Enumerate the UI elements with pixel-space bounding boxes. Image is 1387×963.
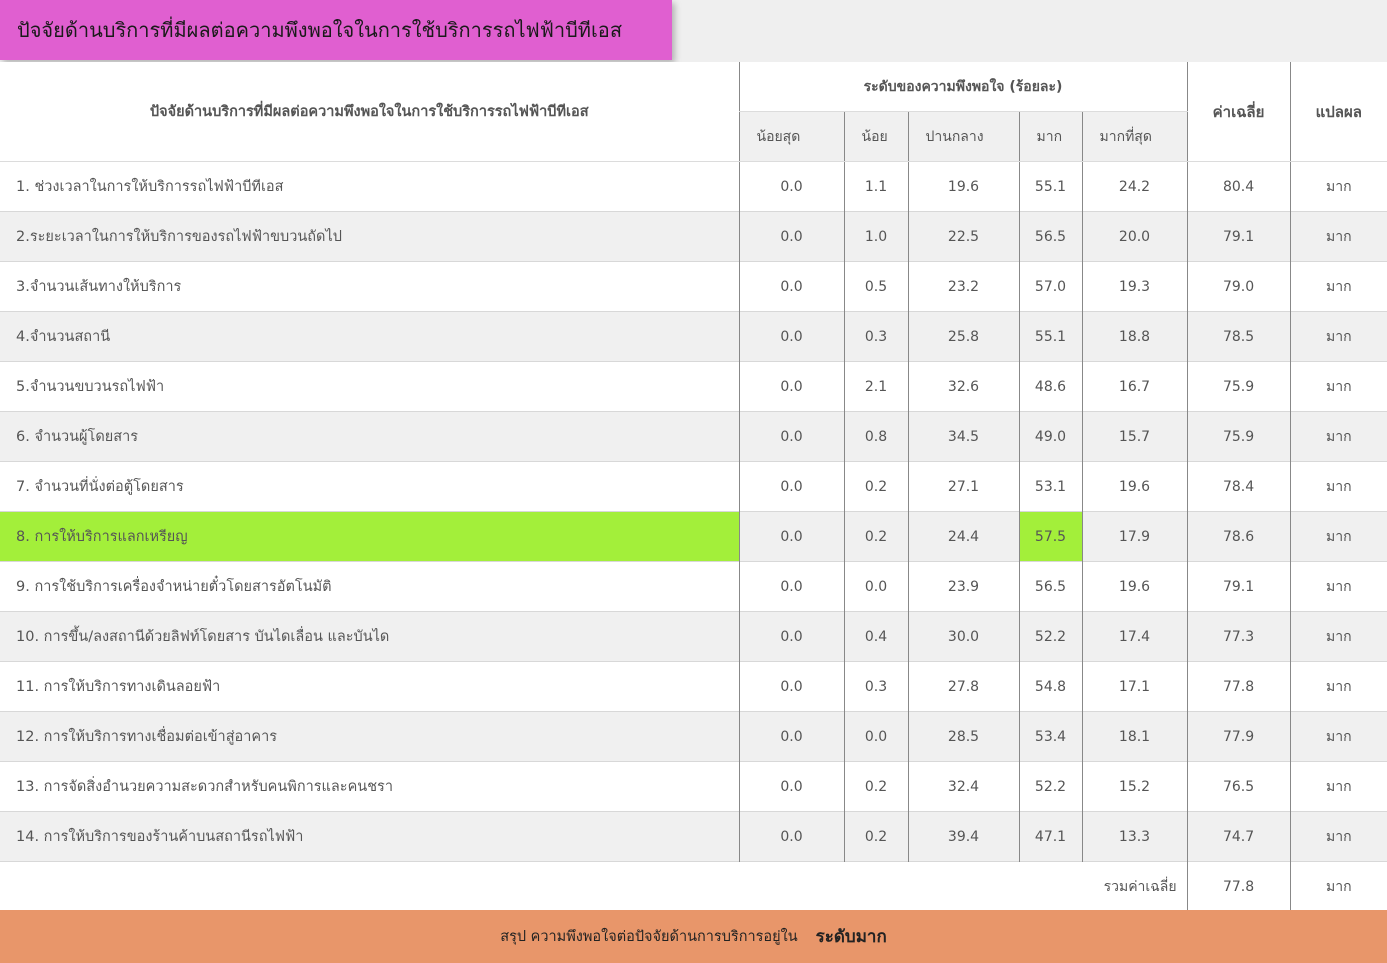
level-value-cell: 47.1	[1019, 812, 1082, 862]
level-value-cell: 23.2	[908, 262, 1019, 312]
level-value-cell: 57.0	[1019, 262, 1082, 312]
summary-level: ระดับมาก	[815, 927, 887, 947]
level-value-cell: 39.4	[908, 812, 1019, 862]
level-value-cell: 22.5	[908, 212, 1019, 262]
factor-cell: 5.จำนวนขบวนรถไฟฟ้า	[0, 362, 739, 412]
level-value-cell: 24.2	[1082, 162, 1187, 212]
average-cell: 78.4	[1187, 462, 1290, 512]
summary-bar	[0, 910, 1387, 963]
factor-cell: 13. การจัดสิ่งอำนวยความสะดวกสำหรับคนพิการและคนชรา	[0, 762, 739, 812]
level-value-cell: 0.0	[739, 662, 844, 712]
level-value-cell: 0.0	[844, 562, 908, 612]
level-value-cell: 55.1	[1019, 162, 1082, 212]
level-value-cell: 19.6	[908, 162, 1019, 212]
level-value-cell: 32.4	[908, 762, 1019, 812]
level-value-cell: 0.0	[739, 312, 844, 362]
average-cell: 77.9	[1187, 712, 1290, 762]
level-value-cell: 0.0	[739, 762, 844, 812]
result-column-header: แปลผล	[1290, 62, 1387, 162]
level-value-cell: 19.3	[1082, 262, 1187, 312]
level-value-cell: 53.4	[1019, 712, 1082, 762]
level-value-cell: 1.0	[844, 212, 908, 262]
level-value-cell: 32.6	[908, 362, 1019, 412]
level-value-cell: 0.0	[739, 462, 844, 512]
level-value-cell: 30.0	[908, 612, 1019, 662]
level-value-cell: 57.5	[1019, 512, 1082, 562]
average-cell: 76.5	[1187, 762, 1290, 812]
level-value-cell: 2.1	[844, 362, 908, 412]
average-cell: 78.6	[1187, 512, 1290, 562]
level-value-cell: 0.8	[844, 412, 908, 462]
level-value-cell: 0.0	[739, 612, 844, 662]
total-row	[0, 862, 1387, 912]
factor-cell: 11. การให้บริการทางเดินลอยฟ้า	[0, 662, 739, 712]
factor-cell: 9. การใช้บริการเครื่องจำหน่ายตั๋วโดยสารอัตโนมัติ	[0, 562, 739, 612]
result-cell: มาก	[1290, 512, 1387, 562]
table-row	[0, 712, 1387, 762]
factor-cell: 14. การให้บริการของร้านค้าบนสถานีรถไฟฟ้า	[0, 812, 739, 862]
level-value-cell: 52.2	[1019, 762, 1082, 812]
summary-text: สรุป ความพึงพอใจต่อปัจจัยด้านการบริการอยู่ใน	[500, 929, 798, 945]
level-value-cell: 34.5	[908, 412, 1019, 462]
average-cell: 75.9	[1187, 362, 1290, 412]
result-cell: มาก	[1290, 712, 1387, 762]
table-row	[0, 162, 1387, 212]
average-cell: 75.9	[1187, 412, 1290, 462]
level-value-cell: 0.0	[739, 812, 844, 862]
level-value-cell: 49.0	[1019, 412, 1082, 462]
total-average-cell: 77.8	[1187, 862, 1290, 912]
table-row	[0, 262, 1387, 312]
table-row	[0, 812, 1387, 862]
title-banner	[0, 0, 672, 60]
level-value-cell: 27.8	[908, 662, 1019, 712]
factor-cell: 1. ช่วงเวลาในการให้บริการรถไฟฟ้าบีทีเอส	[0, 162, 739, 212]
level-value-cell: 0.0	[739, 262, 844, 312]
level-value-cell: 17.4	[1082, 612, 1187, 662]
level-value-cell: 24.4	[908, 512, 1019, 562]
average-cell: 80.4	[1187, 162, 1290, 212]
factor-cell: 12. การให้บริการทางเชื่อมต่อเข้าสู่อาคาร	[0, 712, 739, 762]
result-cell: มาก	[1290, 362, 1387, 412]
level-value-cell: 25.8	[908, 312, 1019, 362]
level-value-cell: 48.6	[1019, 362, 1082, 412]
average-cell: 77.3	[1187, 612, 1290, 662]
average-column-header: ค่าเฉลี่ย	[1187, 62, 1290, 162]
total-result-cell: มาก	[1290, 862, 1387, 912]
table-row	[0, 762, 1387, 812]
result-cell: มาก	[1290, 662, 1387, 712]
result-cell: มาก	[1290, 562, 1387, 612]
level-value-cell: 55.1	[1019, 312, 1082, 362]
factor-cell: 7. จำนวนที่นั่งต่อตู้โดยสาร	[0, 462, 739, 512]
level-value-cell: 1.1	[844, 162, 908, 212]
level-value-cell: 13.3	[1082, 812, 1187, 862]
level-value-cell: 0.3	[844, 662, 908, 712]
average-cell: 79.1	[1187, 562, 1290, 612]
level-value-cell: 56.5	[1019, 562, 1082, 612]
level-value-cell: 0.0	[844, 712, 908, 762]
level-value-cell: 0.3	[844, 312, 908, 362]
factor-column-header: ปัจจัยด้านบริการที่มีผลต่อความพึงพอใจในการใช้บริการรถไฟฟ้าบีทีเอส	[0, 62, 739, 162]
level-value-cell: 17.1	[1082, 662, 1187, 712]
level-value-cell: 15.2	[1082, 762, 1187, 812]
level-value-cell: 23.9	[908, 562, 1019, 612]
result-cell: มาก	[1290, 262, 1387, 312]
table-row	[0, 562, 1387, 612]
table-row	[0, 362, 1387, 412]
factor-cell: 10. การขึ้น/ลงสถานีด้วยลิฟท์โดยสาร บันไดเลื่อน และบันได	[0, 612, 739, 662]
result-cell: มาก	[1290, 312, 1387, 362]
result-cell: มาก	[1290, 212, 1387, 262]
table-row	[0, 412, 1387, 462]
average-cell: 74.7	[1187, 812, 1290, 862]
satisfaction-level-group-header: ระดับของความพึงพอใจ (ร้อยละ)	[739, 62, 1187, 112]
level-value-cell: 0.0	[739, 212, 844, 262]
level-value-cell: 54.8	[1019, 662, 1082, 712]
level-value-cell: 0.2	[844, 762, 908, 812]
level-header-least: น้อยสุด	[739, 112, 844, 162]
level-value-cell: 28.5	[908, 712, 1019, 762]
level-header-low: น้อย	[844, 112, 908, 162]
level-header-high: มาก	[1019, 112, 1082, 162]
level-value-cell: 15.7	[1082, 412, 1187, 462]
level-header-medium: ปานกลาง	[908, 112, 1019, 162]
table-row	[0, 512, 1387, 562]
level-value-cell: 16.7	[1082, 362, 1187, 412]
page-title: ปัจจัยด้านบริการที่มีผลต่อความพึงพอใจในการใช้บริการรถไฟฟ้าบีทีเอส	[17, 18, 623, 42]
level-value-cell: 0.0	[739, 512, 844, 562]
level-value-cell: 0.0	[739, 562, 844, 612]
level-value-cell: 0.4	[844, 612, 908, 662]
result-cell: มาก	[1290, 612, 1387, 662]
level-value-cell: 18.8	[1082, 312, 1187, 362]
level-value-cell: 17.9	[1082, 512, 1187, 562]
level-header-highest: มากที่สุด	[1082, 112, 1187, 162]
average-cell: 79.1	[1187, 212, 1290, 262]
table-row	[0, 612, 1387, 662]
level-value-cell: 53.1	[1019, 462, 1082, 512]
average-cell: 78.5	[1187, 312, 1290, 362]
level-value-cell: 19.6	[1082, 562, 1187, 612]
table-row	[0, 312, 1387, 362]
level-value-cell: 0.2	[844, 512, 908, 562]
level-value-cell: 0.0	[739, 712, 844, 762]
result-cell: มาก	[1290, 162, 1387, 212]
level-value-cell: 52.2	[1019, 612, 1082, 662]
level-value-cell: 0.0	[739, 412, 844, 462]
average-cell: 79.0	[1187, 262, 1290, 312]
level-value-cell: 0.5	[844, 262, 908, 312]
level-value-cell: 0.2	[844, 462, 908, 512]
result-cell: มาก	[1290, 762, 1387, 812]
factor-cell: 6. จำนวนผู้โดยสาร	[0, 412, 739, 462]
satisfaction-table	[0, 62, 1387, 911]
level-value-cell: 19.6	[1082, 462, 1187, 512]
table-row	[0, 462, 1387, 512]
level-value-cell: 0.0	[739, 162, 844, 212]
result-cell: มาก	[1290, 462, 1387, 512]
level-value-cell: 0.2	[844, 812, 908, 862]
result-cell: มาก	[1290, 812, 1387, 862]
factor-cell: 4.จำนวนสถานี	[0, 312, 739, 362]
factor-cell: 2.ระยะเวลาในการให้บริการของรถไฟฟ้าขบวนถัดไป	[0, 212, 739, 262]
level-value-cell: 56.5	[1019, 212, 1082, 262]
level-value-cell: 0.0	[739, 362, 844, 412]
result-cell: มาก	[1290, 412, 1387, 462]
level-value-cell: 18.1	[1082, 712, 1187, 762]
level-value-cell: 20.0	[1082, 212, 1187, 262]
total-label: รวมค่าเฉลี่ย	[0, 862, 1187, 912]
table-row	[0, 662, 1387, 712]
average-cell: 77.8	[1187, 662, 1290, 712]
level-value-cell: 27.1	[908, 462, 1019, 512]
factor-cell: 3.จำนวนเส้นทางให้บริการ	[0, 262, 739, 312]
factor-cell: 8. การให้บริการแลกเหรียญ	[0, 512, 739, 562]
table-row	[0, 212, 1387, 262]
